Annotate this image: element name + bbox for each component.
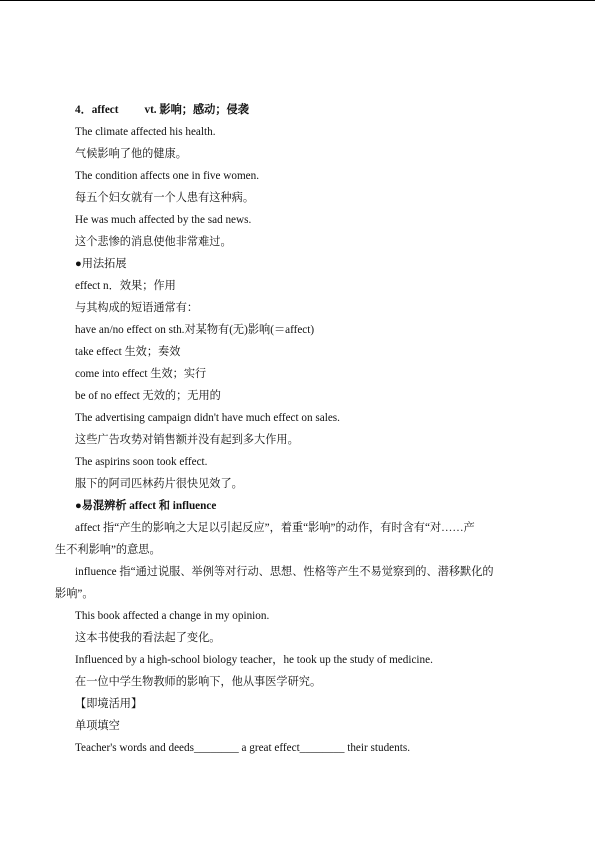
practice-subtitle: 单项填空 — [75, 720, 120, 732]
usage-line: 与其构成的短语通常有： — [75, 302, 199, 314]
page-top-rule — [0, 0, 595, 1]
example-zh: 这些广告攻势对销售额并没有起到多大作用。 — [75, 434, 299, 446]
compare-section-title: ●易混辨析 affect 和 influence — [75, 500, 217, 512]
phrase-line: have an/no effect on sth.对某物有(无)影响(＝affect) — [75, 324, 315, 336]
entry-number-word: 4．affect — [75, 104, 119, 116]
entry-pos-meaning: vt. 影响；感动；侵袭 — [144, 104, 249, 116]
phrase-line: take effect 生效；奏效 — [75, 346, 181, 358]
example-zh: 每五个妇女就有一个人患有这种病。 — [75, 192, 255, 204]
influence-explanation-line2: 影响”。 — [55, 588, 94, 600]
example-en: Influenced by a high-school biology teacher，he took up the study of medicine. — [75, 654, 433, 666]
usage-line: effect n．效果；作用 — [75, 280, 176, 292]
example-en: He was much affected by the sad news. — [75, 214, 252, 226]
influence-explanation-line1: influence 指“通过说服、举例等对行动、思想、性格等产生不易觉察到的、潜移默化的 — [75, 566, 494, 578]
example-en: This book affected a change in my opinion. — [75, 610, 270, 622]
usage-section-title: ●用法拓展 — [75, 258, 127, 270]
example-zh: 这个悲惨的消息使他非常难过。 — [75, 236, 232, 248]
phrase-line: come into effect 生效；实行 — [75, 368, 207, 380]
example-zh: 气候影响了他的健康。 — [75, 148, 187, 160]
phrase-line: be of no effect 无效的；无用的 — [75, 390, 221, 402]
exercise-sentence: Teacher's words and deeds________ a great effect________ their students. — [75, 742, 410, 754]
example-zh: 在一位中学生物教师的影响下，他从事医学研究。 — [75, 676, 322, 688]
example-en: The condition affects one in five women. — [75, 170, 260, 182]
example-en: The advertising campaign didn't have much effect on sales. — [75, 412, 340, 424]
example-zh: 服下的阿司匹林药片很快见效了。 — [75, 478, 243, 490]
example-en: The aspirins soon took effect. — [75, 456, 208, 468]
affect-explanation-line1: affect 指“产生的影响之大足以引起反应”，着重“影响”的动作，有时含有“对……产 — [75, 522, 475, 534]
document-body — [55, 99, 535, 759]
practice-title: 【即境活用】 — [75, 698, 143, 710]
example-en: The climate affected his health. — [75, 126, 216, 138]
example-zh: 这本书使我的看法起了变化。 — [75, 632, 221, 644]
entry-heading — [75, 99, 535, 121]
affect-explanation-line2: 生不利影响”的意思。 — [55, 544, 161, 556]
